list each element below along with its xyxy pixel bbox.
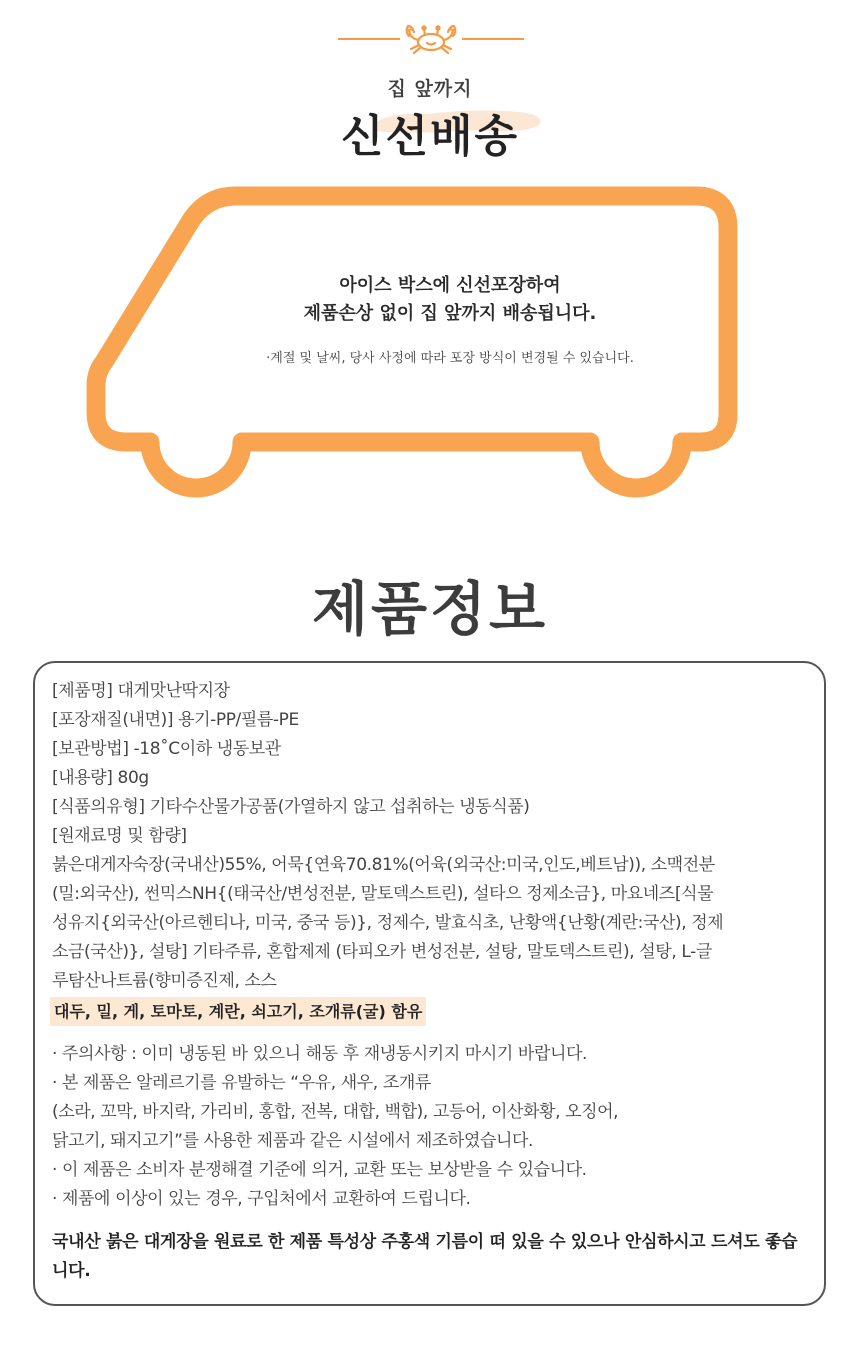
header-ornament (338, 18, 524, 58)
truck-message-line2: 제품손상 없이 집 앞까지 배송됩니다. (303, 303, 597, 324)
note-line: · 이 제품은 소비자 분쟁해결 기준에 의거, 교환 또는 보상받을 수 있습니다. (52, 1160, 587, 1180)
allergen-highlight: 대두, 밀, 게, 토마토, 계란, 쇠고기, 조개류(굴) 함유 (50, 997, 426, 1026)
info-line-ingredients-heading: [원재료명 및 함량] (52, 826, 187, 846)
info-line-product-name: [제품명] 대게맛난딱지장 (52, 681, 230, 701)
caution-notes (52, 1040, 810, 1214)
info-line-packaging: [포장재질(내면)] 용기-PP/필름-PE (52, 710, 299, 730)
crab-icon (400, 18, 462, 58)
note-line: 닭고기, 돼지고기”를 사용한 제품과 같은 시설에서 제조하였습니다. (52, 1131, 534, 1151)
ornament-line-right (462, 38, 524, 40)
info-line-ingredients-2: (밀:외국산), 썬믹스NH{(태국산/변성전분, 말토덱스트린), 설타으 정제소금}, 마요네즈[식물 (52, 884, 714, 904)
note-line: · 주의사항 : 이미 냉동된 바 있으니 해동 후 재냉동시키지 마시기 바랍니다. (52, 1044, 588, 1064)
info-line-food-type: [식품의유형] 기타수산물가공품(가열하지 않고 섭취하는 냉동식품) (52, 797, 530, 817)
info-line-ingredients-3: 성유지{외국산(아르헨티나, 미국, 중국 등)}, 정제수, 발효식초, 난황액{난황(계란:국산), 정제 (52, 913, 724, 933)
footer-note: 국내산 붉은 대게장을 원료로 한 제품 특성상 주홍색 기름이 떠 있을 수 있으나 안심하시고 드셔도 좋습니다. (52, 1232, 798, 1281)
info-line-ingredients-4: 소금(국산)}, 설탕] 기타주류, 혼합제제 (타피오카 변성전분, 설탕, 말토덱스트린), 설탕, L-글 (52, 942, 712, 962)
note-line: · 제품에 이상이 있는 경우, 구입처에서 교환하여 드립니다. (52, 1189, 471, 1209)
note-line: (소라, 꼬막, 바지락, 가리비, 홍합, 전복, 대합, 백합), 고등어, 이산화황, 오징어, (52, 1102, 619, 1122)
info-line-ingredients-1: 붉은대게자숙장(국내산)55%, 어묵{연육70.81%(어육(외국산:미국,인도,베트남)), 소맥전분 (52, 855, 715, 875)
truck-note: ·계절 및 날씨, 당사 사정에 따라 포장 방식이 변경될 수 있습니다. (266, 351, 634, 366)
note-line: · 본 제품은 알레르기를 유발하는 “우유, 새우, 조개류 (52, 1073, 431, 1093)
truck-message-line1: 아이스 박스에 신선포장하여 (339, 275, 561, 296)
info-line-storage: [보관방법] -18˚C이하 냉동보관 (52, 739, 281, 759)
truck-message-block (200, 272, 700, 368)
ornament-line-left (338, 38, 400, 40)
info-line-volume: [내용량] 80g (52, 768, 149, 788)
headline-block (0, 100, 860, 160)
section-title: 제품정보 (311, 575, 549, 643)
info-line-ingredients-5: 루탐산나트륨(향미증진제, 소스 (52, 971, 277, 991)
headline: 신선배송 (340, 111, 519, 162)
product-info-box (33, 661, 826, 1306)
tagline: 집 앞까지 (387, 78, 473, 100)
